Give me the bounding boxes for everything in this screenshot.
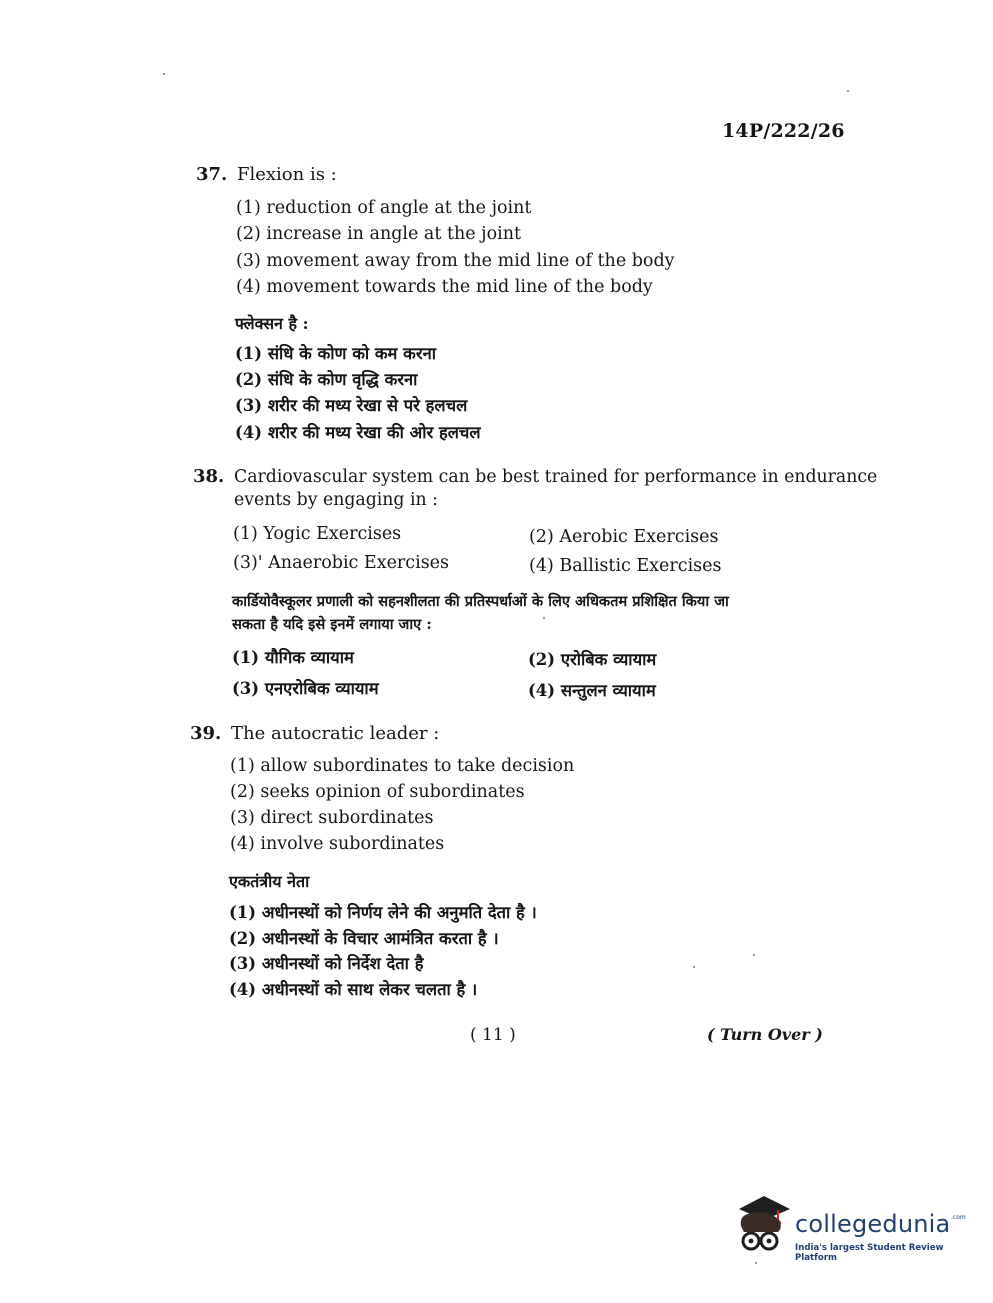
hindi-option-3: (3) एनएरोबिक व्यायाम	[232, 679, 379, 698]
hindi-option-2: (2) एरोबिक व्यायाम	[528, 650, 657, 669]
option-1: (1) Yogic Exercises	[233, 524, 402, 544]
scan-speck	[753, 954, 755, 956]
option-4: (4) Ballistic Exercises	[529, 556, 722, 576]
hindi-question-text-line-1: कार्डियोवैस्कूलर प्रणाली को सहनशीलता की प्रतिस्पर्धाओं के लिए अधिकतम प्रशिक्षित किया जा	[232, 593, 729, 610]
option-2: (2) seeks opinion of subordinates	[230, 782, 525, 802]
scan-speck	[163, 73, 165, 75]
brand-tagline: India's largest Student Review Platform	[795, 1243, 944, 1263]
question-number: 39.	[190, 723, 222, 744]
scan-speck	[543, 617, 545, 619]
hindi-option-3: (3) शरीर की मध्य रेखा से परे हलचल	[235, 396, 468, 415]
option-3: (3)' Anaerobic Exercises	[233, 553, 450, 573]
option-1: (1) allow subordinates to take decision	[230, 756, 575, 776]
question-number: 37.	[196, 164, 228, 185]
hindi-question-text-line-2: सकता है यदि इसे इनमें लगाया जाए :	[232, 616, 432, 633]
option-2: (2) Aerobic Exercises	[529, 527, 719, 547]
hindi-option-1: (1) अधीनस्थों को निर्णय लेने की अनुमति देता है ।	[229, 903, 537, 922]
hindi-option-1: (1) संधि के कोण को कम करना	[235, 344, 437, 363]
mascot-icon	[733, 1196, 791, 1258]
scan-speck	[847, 90, 849, 92]
collegedunia-watermark	[733, 1196, 966, 1266]
hindi-option-1: (1) यौगिक व्यायाम	[232, 648, 354, 667]
hindi-option-4: (4) अधीनस्थों को साथ लेकर चलता है ।	[229, 980, 478, 999]
paper-code: 14P/222/26	[722, 120, 845, 142]
question-number: 38.	[193, 466, 225, 487]
question-text-line-1: Cardiovascular system can be best trained for performance in endurance	[234, 467, 878, 487]
option-4: (4) movement towards the mid line of the body	[236, 277, 653, 297]
hindi-option-2: (2) संधि के कोण वृद्धि करना	[235, 370, 418, 389]
option-4: (4) involve subordinates	[230, 834, 445, 854]
brand-name: collegedunia	[795, 1210, 951, 1238]
hindi-question-text: फ्लेक्सन है :	[235, 314, 309, 333]
hindi-question-text: एकतंत्रीय नेता	[229, 872, 310, 891]
option-3: (3) direct subordinates	[230, 808, 434, 828]
question-text: The autocratic leader :	[231, 723, 440, 744]
hindi-option-2: (2) अधीनस्थों के विचार आमंत्रित करता है ।	[229, 929, 499, 948]
option-2: (2) increase in angle at the joint	[236, 224, 522, 244]
question-text: Flexion is :	[237, 164, 337, 185]
brand-suffix: .com	[951, 1214, 966, 1221]
hindi-option-4: (4) सन्तुलन व्यायाम	[528, 681, 656, 700]
hindi-option-3: (3) अधीनस्थों को निर्देश देता है	[229, 954, 424, 973]
page-number: ( 11 )	[470, 1025, 516, 1045]
question-text-line-2: events by engaging in :	[234, 490, 438, 510]
scan-speck	[693, 966, 695, 968]
hindi-option-4: (4) शरीर की मध्य रेखा की ओर हलचल	[235, 423, 481, 442]
option-3: (3) movement away from the mid line of the body	[236, 251, 675, 271]
turn-over-note: ( Turn Over )	[707, 1025, 823, 1044]
option-1: (1) reduction of angle at the joint	[236, 198, 532, 218]
